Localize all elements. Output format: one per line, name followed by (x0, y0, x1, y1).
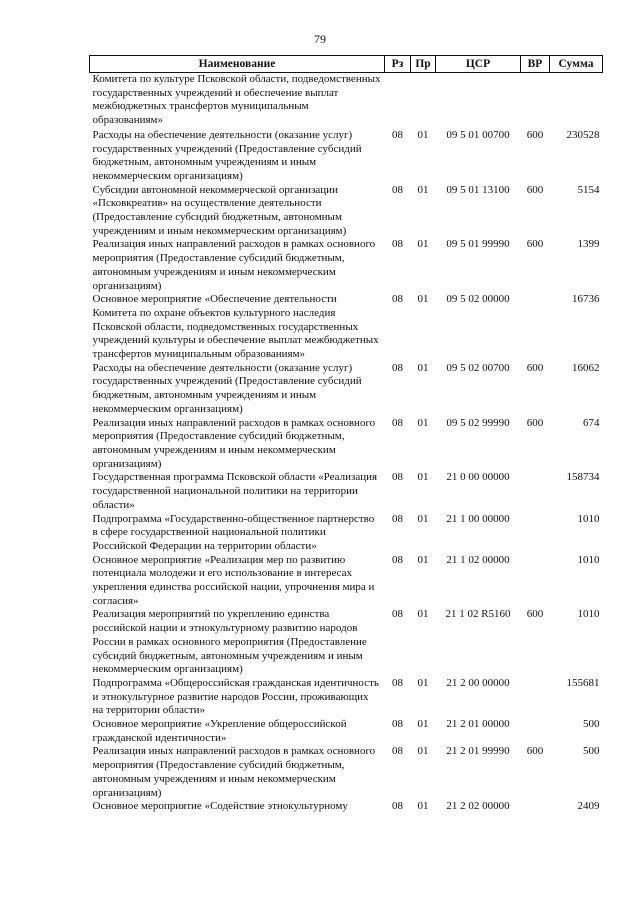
row-pr: 01 (417, 718, 429, 731)
table-row (90, 129, 603, 184)
row-rz: 08 (392, 676, 403, 689)
row-name: Реализация иных направлений расходов в рамках основного мероприятия (Предоставление субсидий бюджетным, автономным учреждениям и иным некоммерческим организациям) (92, 238, 376, 292)
row-vr: 600 (526, 361, 544, 374)
row-pr: 01 (417, 238, 429, 251)
row-name: Реализация иных направлений расходов в рамках основного мероприятия (Предоставление субсидий бюджетным, автономным учреждениям и иным некоммерческим организациям) (92, 416, 376, 470)
row-name: Субсидии автономной некоммерческой организации «Псковкреатив» на осуществление деятельности (Предоставление субсидий бюджетным, автономным учреждениям и иным некоммерческим организациям) (92, 183, 347, 237)
row-sum: 16062 (572, 361, 600, 374)
row-vr (521, 554, 550, 609)
row-rz: 08 (392, 293, 403, 306)
row-sum: 158734 (566, 471, 600, 484)
row-name: Основное мероприятие «Реализация мер по развитию потенциала молодежи и его использование в интересах укрепления единства российской нации, упрочнения мира и согласия» (92, 553, 375, 607)
table-row (90, 745, 603, 800)
row-csr: 21 2 01 00000 (446, 718, 510, 731)
row-rz: 08 (392, 800, 403, 813)
row-sum: 1399 (577, 238, 600, 251)
row-rz: 08 (392, 361, 403, 374)
header-pr: Пр (411, 56, 436, 73)
row-name: Расходы на обеспечение деятельности (оказание услуг) государственных учреждений (Предоставление субсидий бюджетным, автономным учреждениям и иным некоммерческим организациям) (92, 128, 362, 182)
table-row (90, 513, 603, 554)
row-sum: 16736 (572, 293, 600, 306)
row-pr: 01 (417, 361, 429, 374)
table-row (90, 718, 603, 745)
row-sum: 500 (583, 718, 600, 731)
row-rz: 08 (392, 718, 403, 731)
row-vr (521, 800, 550, 814)
row-name: Расходы на обеспечение деятельности (оказание услуг) государственных учреждений (Предоставление субсидий бюджетным, автономным учреждениям и иным некоммерческим организациям) (92, 361, 362, 415)
table-header-row (90, 56, 603, 73)
row-rz: 08 (392, 553, 403, 566)
row-sum: 1010 (577, 553, 600, 566)
row-pr: 01 (417, 293, 429, 306)
table-row (90, 677, 603, 718)
row-pr (411, 73, 436, 129)
row-sum: 155681 (566, 676, 600, 689)
header-rz: Рз (385, 56, 411, 73)
row-sum: 2409 (577, 800, 600, 813)
row-vr (521, 677, 550, 718)
row-name: Реализация иных направлений расходов в рамках основного мероприятия (Предоставление субсидий бюджетным, автономным учреждениям и иным некоммерческим организациям) (92, 745, 376, 799)
row-vr: 600 (526, 183, 544, 196)
row-rz: 08 (392, 745, 403, 758)
row-pr: 01 (417, 471, 429, 484)
row-vr: 600 (526, 745, 544, 758)
row-name: Комитета по культуре Псковской области, подведомственных государственных учреждений и обеспечение выплат межбюджетных трансфертов муниципальным образованиям» (92, 73, 381, 127)
row-csr (436, 73, 521, 129)
row-rz: 08 (392, 471, 403, 484)
row-rz (385, 73, 411, 129)
row-csr: 21 2 02 00000 (446, 800, 510, 813)
row-pr: 01 (417, 416, 429, 429)
row-pr: 01 (417, 800, 429, 813)
row-name: Основное мероприятие «Содействие этнокультурному (92, 800, 348, 813)
row-csr: 09 5 01 13100 (446, 183, 510, 196)
row-sum: 1010 (577, 512, 600, 525)
row-vr: 600 (526, 128, 544, 141)
row-pr: 01 (417, 512, 429, 525)
row-pr: 01 (417, 183, 429, 196)
row-vr (521, 718, 550, 745)
row-rz: 08 (392, 416, 403, 429)
budget-table (89, 55, 603, 814)
row-sum: 674 (583, 416, 600, 429)
header-csr: ЦСР (436, 56, 521, 73)
row-csr: 21 1 02 00000 (446, 553, 510, 566)
row-csr: 09 5 02 99990 (446, 416, 510, 429)
row-name: Подпрограмма «Государственно-общественное партнерство в сфере государственной национальной политики Российской Федерации на территории области» (92, 512, 375, 552)
table-row (90, 800, 603, 814)
row-vr (521, 513, 550, 554)
row-csr: 09 5 02 00700 (446, 361, 510, 374)
row-name: Государственная программа Псковской области «Реализация государственной национальной политики на территории области» (92, 471, 378, 511)
row-vr (521, 73, 550, 129)
row-vr: 600 (526, 238, 544, 251)
row-rz: 08 (392, 183, 403, 196)
row-csr: 21 1 02 R5160 (445, 608, 511, 621)
row-pr: 01 (417, 676, 429, 689)
row-pr: 01 (417, 553, 429, 566)
table-row (90, 417, 603, 472)
row-vr (521, 471, 550, 512)
table-row (90, 238, 603, 293)
row-name: Реализация мероприятий по укреплению единства российской нации и этнокультурному развитию народов России в рамках основного мероприятия (Предоставление субсидий бюджетным, автономным учреждениям и иным некоммерческим организациям) (92, 608, 367, 676)
row-csr: 21 0 00 00000 (446, 471, 510, 484)
row-rz: 08 (392, 128, 403, 141)
row-rz: 08 (392, 238, 403, 251)
row-sum: 1010 (577, 608, 600, 621)
table-row (90, 554, 603, 609)
row-vr: 600 (526, 608, 544, 621)
row-pr: 01 (417, 128, 429, 141)
row-csr: 21 1 00 00000 (446, 512, 510, 525)
row-csr: 21 2 00 00000 (446, 676, 510, 689)
row-csr: 21 2 01 99990 (446, 745, 510, 758)
header-name: Наименование (90, 56, 385, 73)
row-pr: 01 (417, 745, 429, 758)
table-row (90, 362, 603, 417)
row-csr: 09 5 02 00000 (446, 293, 510, 306)
row-sum: 500 (583, 745, 600, 758)
row-vr: 600 (526, 416, 544, 429)
row-csr: 09 5 01 00700 (446, 128, 510, 141)
row-sum: 5154 (577, 183, 600, 196)
page-number: 79 (314, 32, 326, 46)
row-name: Основное мероприятие «Обеспечение деятельности Комитета по охране объектов культурного наследия Псковской области, подведомственных государственных учреждений культуры и обеспечение выплат межбюджетных трансфертов муниципальным образованиям» (92, 293, 379, 361)
row-name: Подпрограмма «Общероссийская гражданская идентичность и этнокультурное развитие народов России, проживающих на территории области» (92, 676, 379, 717)
row-csr: 09 5 01 99990 (446, 238, 510, 251)
row-vr (521, 293, 550, 362)
row-sum: 230528 (566, 128, 600, 141)
row-name: Основное мероприятие «Укрепление общероссийской гражданской идентичности» (92, 718, 347, 744)
row-sum (550, 73, 603, 129)
header-sum: Сумма (550, 56, 603, 73)
row-rz: 08 (392, 608, 403, 621)
row-rz: 08 (392, 512, 403, 525)
header-vr: ВР (521, 56, 550, 73)
table-row (90, 293, 603, 362)
table-row (90, 73, 603, 129)
row-pr: 01 (417, 608, 429, 621)
table-row (90, 608, 603, 677)
table-row (90, 184, 603, 239)
table-row (90, 471, 603, 512)
